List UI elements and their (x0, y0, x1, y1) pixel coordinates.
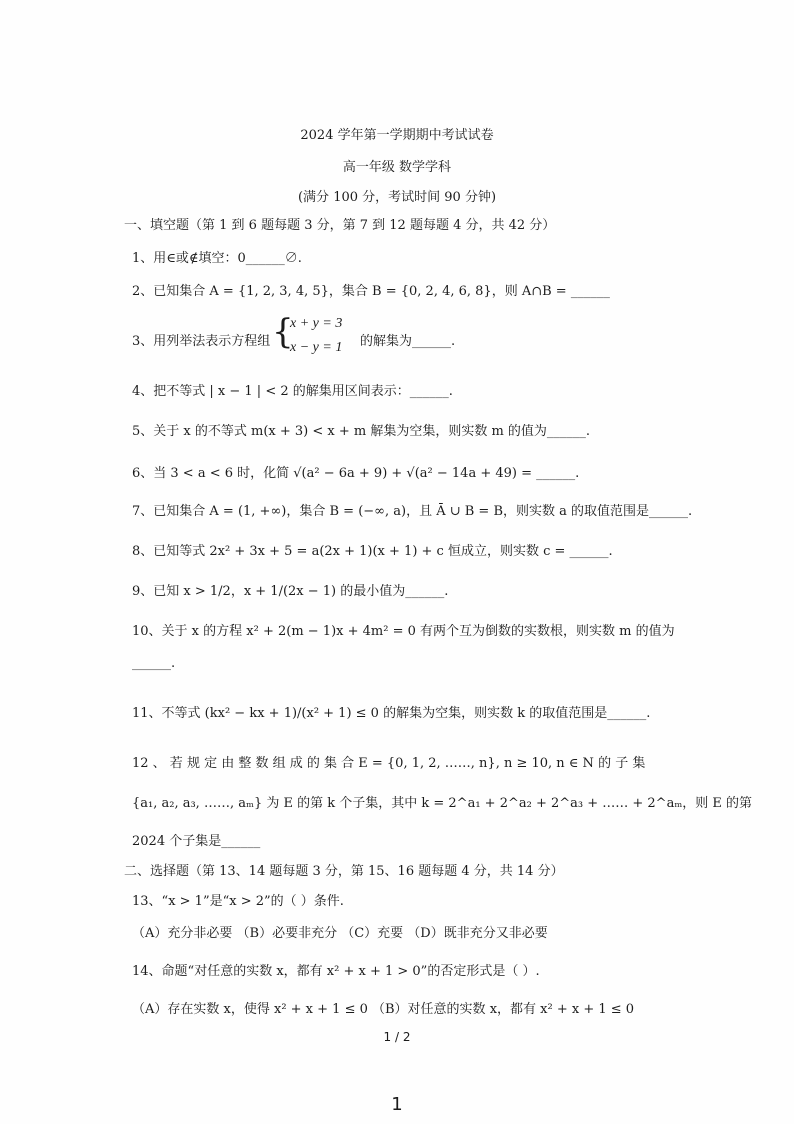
section2-heading: 二、选择题（第 13、14 题每题 3 分，第 15、16 题每题 4 分，共 14 分） (124, 864, 564, 879)
exam-title: 2024 学年第一学期期中考试试卷 (300, 128, 494, 143)
page-counter: 1 / 2 (383, 1030, 411, 1044)
question-8: 8、已知等式 2x² + 3x + 5 = a(2x + 1)(x + 1) + c 恒成立，则实数 c = ______. (132, 544, 613, 559)
question-3-equation-1: x + y = 3 (290, 316, 343, 331)
question-3-equation-2: x − y = 1 (290, 340, 343, 355)
question-5: 5、关于 x 的不等式 m(x + 3) < x + m 解集为空集，则实数 m 的值为______. (132, 424, 591, 439)
brace-icon: { (272, 312, 294, 352)
section1-heading: 一、填空题（第 1 到 6 题每题 3 分，第 7 到 12 题每题 4 分，共 42 分） (124, 218, 556, 233)
question-9: 9、已知 x > 1/2，x + 1/(2x − 1) 的最小值为______. (132, 584, 449, 599)
question-12-line-3: 2024 个子集是______ (132, 834, 261, 849)
question-11: 11、不等式 (kx² − kx + 1)/(x² + 1) ≤ 0 的解集为空集，则实数 k 的取值范围是______. (132, 706, 651, 721)
question-14: 14、命题“对任意的实数 x，都有 x² + x + 1 > 0”的否定形式是（ ）. (132, 964, 540, 979)
question-14-options: （A）存在实数 x，使得 x² + x + 1 ≤ 0 （B）对任意的实数 x，都有 x² + x + 1 ≤ 0 (132, 1002, 635, 1017)
question-6: 6、当 3 < a < 6 时，化简 √(a² − 6a + 9) + √(a² − 14a + 49) = ______. (132, 466, 580, 481)
exam-info: (满分 100 分，考试时间 90 分钟) (297, 190, 497, 205)
question-10-blank: ______. (132, 656, 176, 671)
question-12-line-1: 12 、 若 规 定 由 整 数 组 成 的 集 合 E = {0, 1, 2, ……, n}, n ≥ 10, n ∈ N 的 子 集 (132, 756, 646, 771)
page-number: 1 (391, 1094, 403, 1115)
question-4: 4、把不等式 | x − 1 | < 2 的解集用区间表示：______. (132, 384, 453, 399)
question-7: 7、已知集合 A = (1, +∞)，集合 B = (−∞, a)，且 Ā ∪ B = B，则实数 a 的取值范围是______. (132, 504, 693, 519)
question-13: 13、“x > 1”是“x > 2”的（ ）条件. (132, 894, 344, 909)
exam-subtitle: 高一年级 数学学科 (342, 160, 452, 175)
question-3-prefix: 3、用列举法表示方程组 (132, 334, 271, 349)
question-2: 2、已知集合 A = {1, 2, 3, 4, 5}，集合 B = {0, 2, 4, 6, 8}，则 A∩B = ______ (132, 284, 610, 299)
question-3-suffix: 的解集为______. (360, 334, 456, 349)
question-1: 1、用∈或∉填空：0______∅. (132, 251, 302, 266)
question-13-options: （A）充分非必要 （B）必要非充分 （C）充要 （D）既非充分又非必要 (132, 926, 548, 941)
question-12-line-2: {a₁, a₂, a₃, ……, aₘ} 为 E 的第 k 个子集，其中 k = 2^a₁ + 2^a₂ + 2^a₃ + …… + 2^aₘ，则 E 的第 (132, 796, 753, 811)
question-10: 10、关于 x 的方程 x² + 2(m − 1)x + 4m² = 0 有两个互为倒数的实数根，则实数 m 的值为 (132, 624, 675, 639)
